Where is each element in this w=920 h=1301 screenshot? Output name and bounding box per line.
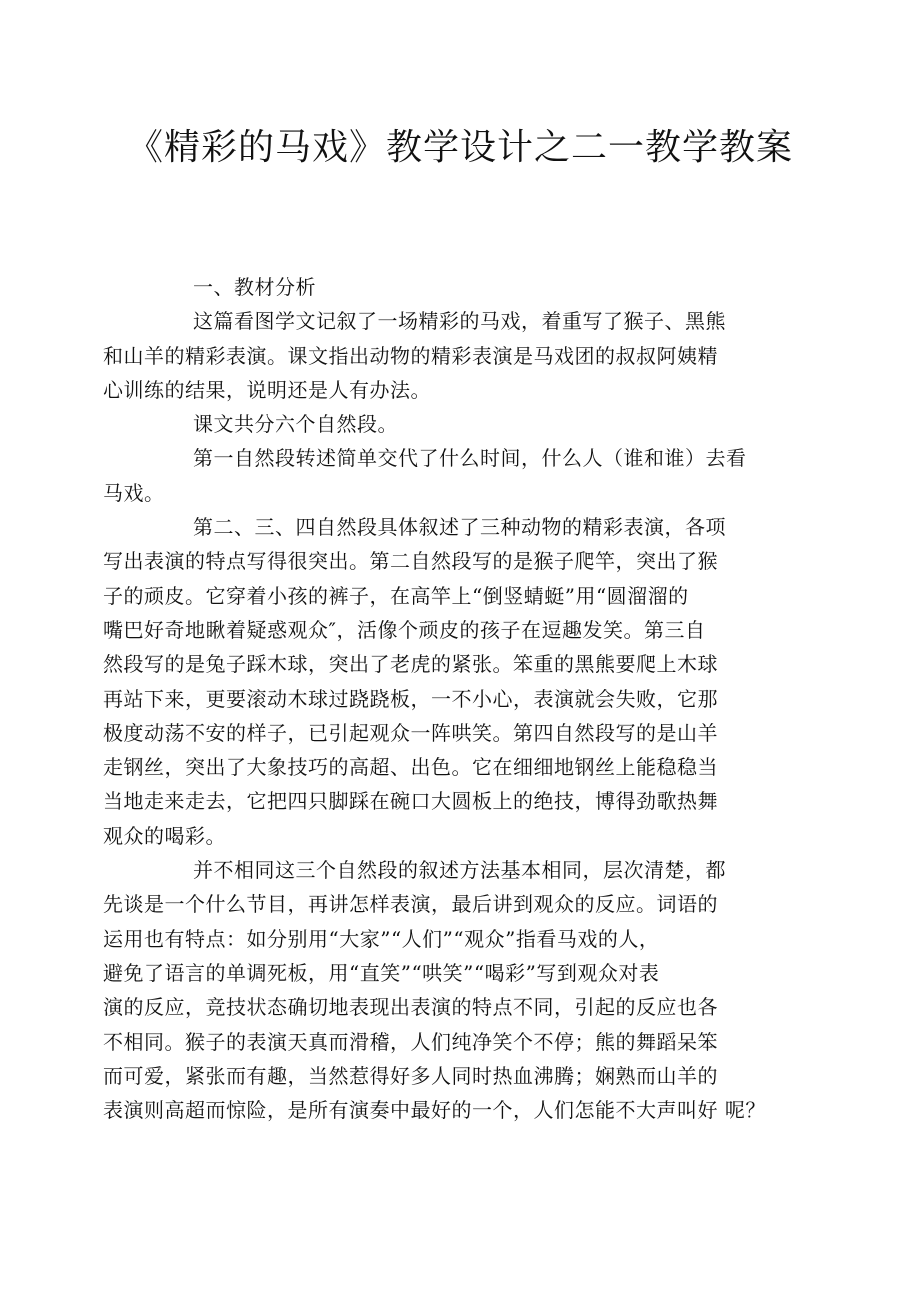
text-line: 和山羊的精彩表演。课文指出动物的精彩表演是马戏团的叔叔阿姨精	[103, 343, 718, 368]
text-line: 观众的喝彩。	[103, 823, 226, 848]
text-line: 运用也有特点：如分别用“大家”“人们”“观众”指看马戏的人，	[103, 926, 660, 951]
text-line: 然段写的是兔子踩木球，突出了老虎的紧张。笨重的黑熊要爬上木球	[103, 652, 718, 677]
text-line: 极度动荡不安的样子，已引起观众一阵哄笑。第四自然段写的是山羊	[103, 720, 718, 745]
text-line: 当地走来走去，它把四只脚踩在碗口大圆板上的绝技，博得劲歌热舞	[103, 789, 718, 814]
text-line: 课文共分六个自然段。	[193, 412, 398, 437]
text-line: 嘴巴好奇地瞅着疑惑观众″，活像个顽皮的孩子在逗趣发笑。第三自	[103, 617, 706, 642]
text-line: 演的反应，竞技状态确切地表现出表演的特点不同，引起的反应也各	[103, 995, 718, 1020]
text-line: 而可爱，紧张而有趣，当然惹得好多人同时热血沸腾；娴熟而山羊的	[103, 1063, 718, 1088]
text-line: 再站下来，更要滚动木球过跷跷板，一不小心，表演就会失败，它那	[103, 686, 718, 711]
text-line: 这篇看图学文记叙了一场精彩的马戏，着重写了猴子、黑熊	[193, 309, 726, 334]
document-body	[103, 270, 803, 1127]
text-line: 表演则高超而惊险，是所有演奏中最好的一个，人们怎能不大声叫好 呢？	[103, 1098, 766, 1123]
text-line: 心训练的结果，说明还是人有办法。	[103, 377, 431, 402]
text-line: 避免了语言的单调死板，用“直笑”“哄笑”“喝彩”写到观众对表	[103, 960, 660, 985]
text-line: 走钢丝，突出了大象技巧的高超、出色。它在细细地钢丝上能稳稳当	[103, 755, 718, 780]
text-line: 先谈是一个什么节目，再讲怎样表演，最后讲到观众的反应。词语的	[103, 892, 718, 917]
text-line: 第一自然段转述简单交代了什么时间，什么人（谁和谁）去看	[193, 446, 747, 471]
document-title: 《精彩的马戏》教学设计之二一教学教案	[126, 127, 793, 168]
text-line: 第二、三、四自然段具体叙述了三种动物的精彩表演，各项	[193, 515, 726, 540]
text-line: 写出表演的特点写得很突出。第二自然段写的是猴子爬竿，突出了猴	[103, 549, 718, 574]
text-line: 并不相同这三个自然段的叙述方法基本相同，层次清楚，都	[193, 858, 726, 883]
text-line: 子的顽皮。它穿着小孩的裤子，在高竿上“倒竖蜻蜓”用“圆溜溜的	[103, 583, 689, 608]
text-line: 不相同。猴子的表演天真而滑稽，人们纯净笑个不停；熊的舞蹈呆笨	[103, 1029, 718, 1054]
text-line: 马戏。	[103, 480, 165, 505]
text-line: 一、教材分析	[193, 275, 316, 299]
